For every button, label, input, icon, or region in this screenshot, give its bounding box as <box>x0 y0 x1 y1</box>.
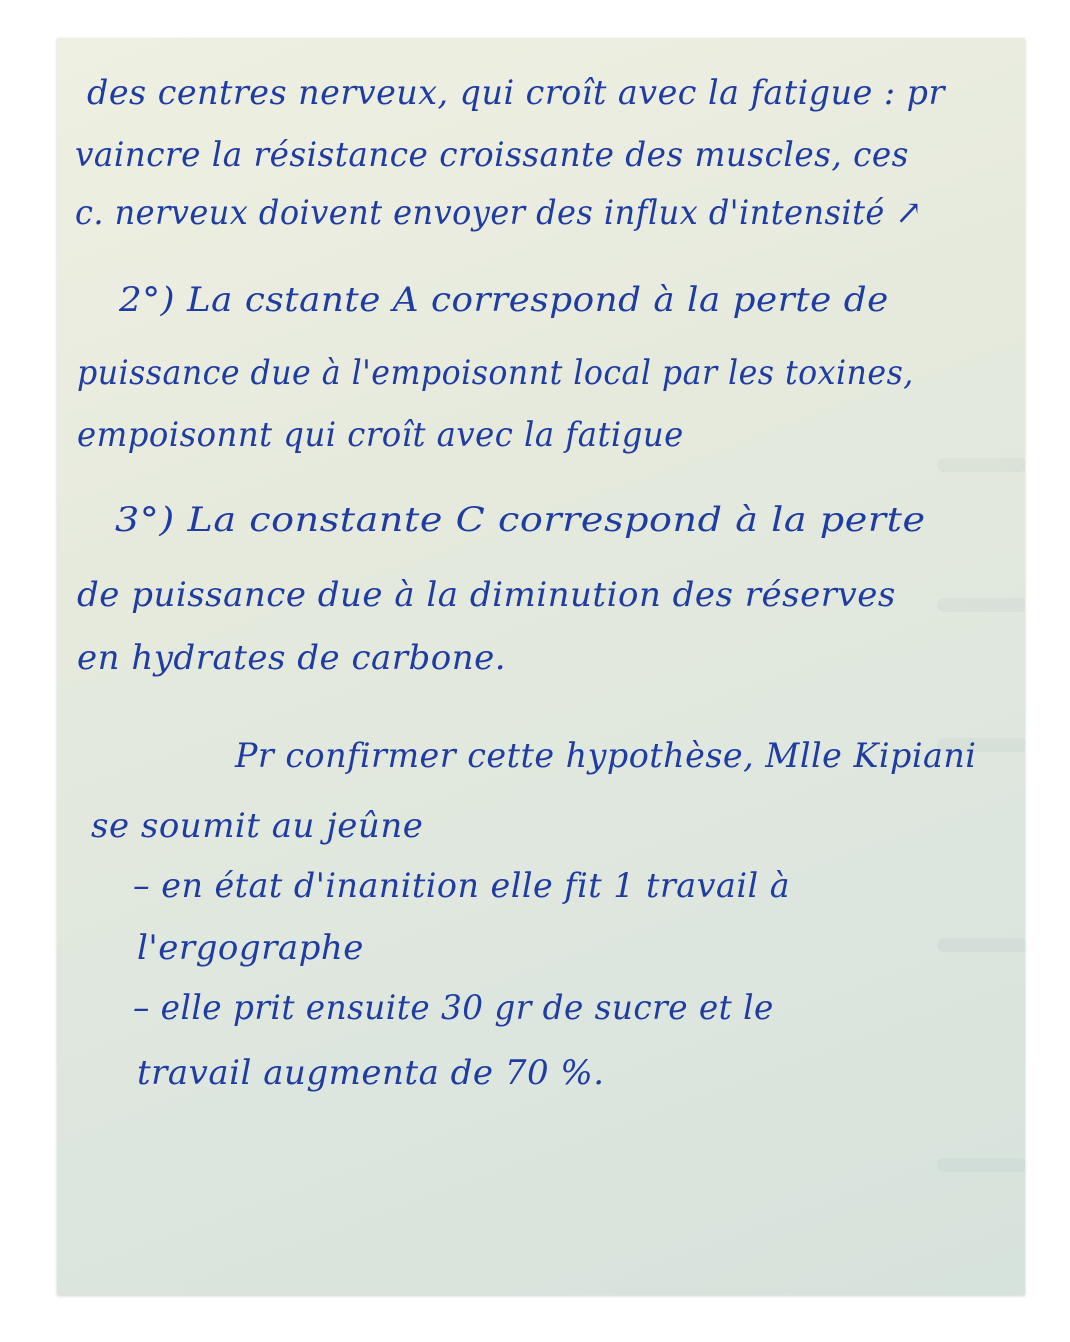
handwritten-line-7: 3°) La constante C correspond à la perte <box>115 500 926 540</box>
handwritten-line-14: – elle prit ensuite 30 gr de sucre et le <box>133 988 774 1028</box>
handwritten-line-1: des centres nerveux, qui croît avec la fatigue : pr <box>87 73 945 113</box>
handwritten-line-5: puissance due à l'empoisonnt local par les toxines, <box>77 353 914 393</box>
handwritten-line-4: 2°) La cstante A correspond à la perte de <box>119 280 889 320</box>
manuscript-page <box>57 38 1025 1295</box>
handwritten-line-8: de puissance due à la diminution des réserves <box>77 575 896 615</box>
handwritten-line-10: Pr confirmer cette hypothèse, Mlle Kipiani <box>235 736 977 776</box>
handwritten-line-12: – en état d'inanition elle fit 1 travail à <box>133 866 791 906</box>
handwritten-line-13: l'ergographe <box>137 928 364 968</box>
handwritten-line-15: travail augmenta de 70 %. <box>137 1053 605 1093</box>
handwritten-line-3: c. nerveux doivent envoyer des influx d'intensité ↗ <box>75 193 923 233</box>
handwritten-line-2: vaincre la résistance croissante des muscles, ces <box>75 135 909 175</box>
handwritten-line-9: en hydrates de carbone. <box>77 638 507 678</box>
handwritten-line-6: empoisonnt qui croît avec la fatigue <box>77 415 684 455</box>
handwritten-line-11: se soumit au jeûne <box>91 806 424 846</box>
